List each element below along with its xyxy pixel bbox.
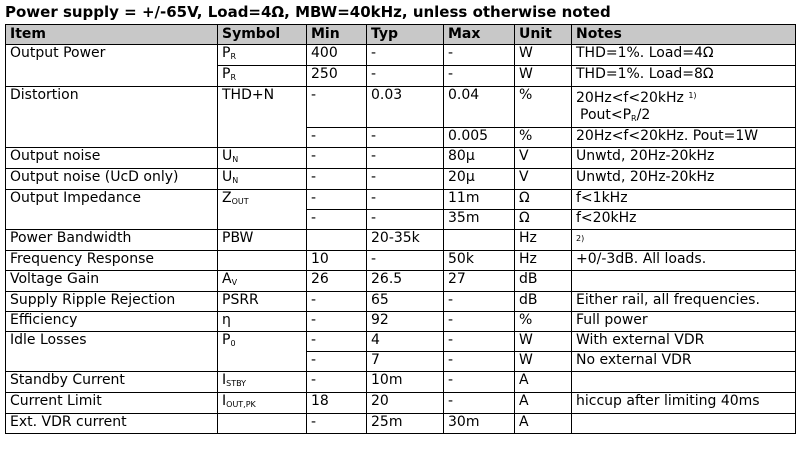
table-row	[6, 45, 796, 66]
symbol-cell: $Z_{OUT}$	[218, 190, 307, 230]
notes-cell: 20Hz<f<20kHz. Pout=1W	[572, 128, 796, 148]
notes-cell: +0/-3dB. All loads.	[572, 251, 796, 271]
col-header-typ: Typ	[367, 25, 444, 45]
typ-cell: 92	[367, 312, 444, 332]
table-row	[6, 230, 796, 251]
table-heading: Power supply = +/-65V, Load=4Ω, MBW=40kHz, unless otherwise noted	[5, 3, 611, 21]
min-cell: -	[307, 292, 367, 312]
typ-cell: -	[367, 190, 444, 210]
min-cell: -	[307, 148, 367, 169]
symbol-cell	[218, 414, 307, 434]
unit-cell: Hz	[515, 230, 572, 251]
unit-cell: V	[515, 148, 572, 169]
typ-cell: -	[367, 148, 444, 169]
item-cell: Power Bandwidth	[6, 230, 218, 251]
min-cell	[307, 230, 367, 251]
table-row	[6, 87, 796, 128]
min-cell: 250	[307, 66, 367, 87]
symbol-cell: THD+N	[218, 87, 307, 128]
notes-cell	[572, 372, 796, 393]
max-cell: 30m	[444, 414, 515, 434]
specs-table	[5, 24, 796, 434]
symbol-cell	[218, 128, 307, 148]
item-cell: Idle Losses	[6, 332, 218, 372]
unit-cell: W	[515, 45, 572, 66]
max-cell: 11m	[444, 190, 515, 210]
unit-cell: Ω	[515, 190, 572, 210]
typ-cell: -	[367, 128, 444, 148]
typ-cell: 7	[367, 352, 444, 372]
unit-cell: dB	[515, 271, 572, 292]
typ-cell: -	[367, 169, 444, 190]
min-cell: 26	[307, 271, 367, 292]
table-row	[6, 148, 796, 169]
unit-cell: dB	[515, 292, 572, 312]
symbol-cell: η	[218, 312, 307, 332]
table-row	[6, 292, 796, 312]
max-cell: 0.005	[444, 128, 515, 148]
max-cell: -	[444, 292, 515, 312]
col-header-min: Min	[307, 25, 367, 45]
col-header-notes: Notes	[572, 25, 796, 45]
typ-cell: 10m	[367, 372, 444, 393]
notes-cell: f<20kHz	[572, 210, 796, 230]
notes-cell	[572, 271, 796, 292]
notes-cell	[572, 414, 796, 434]
max-cell	[444, 230, 515, 251]
notes-cell: 2)	[572, 230, 796, 251]
unit-cell: %	[515, 87, 572, 128]
col-header-item: Item	[6, 25, 218, 45]
symbol-cell: PSRR	[218, 292, 307, 312]
notes-cell: No external VDR	[572, 352, 796, 372]
typ-cell: 4	[367, 332, 444, 352]
typ-cell: 25m	[367, 414, 444, 434]
item-cell: Frequency Response	[6, 251, 218, 271]
typ-cell: 26.5	[367, 271, 444, 292]
max-cell: -	[444, 312, 515, 332]
symbol-cell: $U_N$	[218, 169, 307, 190]
notes-cell: THD=1%. Load=4Ω	[572, 45, 796, 66]
typ-cell: -	[367, 66, 444, 87]
max-cell: 20μ	[444, 169, 515, 190]
col-header-unit: Unit	[515, 25, 572, 45]
table-row	[6, 393, 796, 414]
min-cell: 400	[307, 45, 367, 66]
notes-cell: 20Hz<f<20kHz $^{1)}$ $Pout<P_R/2$	[572, 87, 796, 128]
notes-cell: Either rail, all frequencies.	[572, 292, 796, 312]
min-cell: -	[307, 332, 367, 352]
min-cell: -	[307, 414, 367, 434]
table-row	[6, 372, 796, 393]
max-cell: -	[444, 352, 515, 372]
unit-cell: A	[515, 372, 572, 393]
min-cell: -	[307, 312, 367, 332]
symbol-cell: $I_{STBY}$	[218, 372, 307, 393]
max-cell: 80μ	[444, 148, 515, 169]
max-cell: -	[444, 372, 515, 393]
notes-cell: f<1kHz	[572, 190, 796, 210]
min-cell: -	[307, 190, 367, 210]
max-cell: 0.04	[444, 87, 515, 128]
item-cell: Standby Current	[6, 372, 218, 393]
item-cell: Output Power	[6, 45, 218, 87]
min-cell: -	[307, 372, 367, 393]
min-cell: -	[307, 210, 367, 230]
symbol-cell: PBW	[218, 230, 307, 251]
max-cell: -	[444, 393, 515, 414]
min-cell: 18	[307, 393, 367, 414]
table-row	[6, 271, 796, 292]
typ-cell: 0.03	[367, 87, 444, 128]
notes-cell: Unwtd, 20Hz-20kHz	[572, 169, 796, 190]
unit-cell: A	[515, 393, 572, 414]
notes-cell: hiccup after limiting 40ms	[572, 393, 796, 414]
notes-cell: Unwtd, 20Hz-20kHz	[572, 148, 796, 169]
unit-cell: V	[515, 169, 572, 190]
min-cell: -	[307, 352, 367, 372]
typ-cell: 20-35k	[367, 230, 444, 251]
item-cell: Ext. VDR current	[6, 414, 218, 434]
item-cell: Output Impedance	[6, 190, 218, 230]
max-cell: 27	[444, 271, 515, 292]
unit-cell: %	[515, 128, 572, 148]
table-row	[6, 332, 796, 352]
item-cell: Efficiency	[6, 312, 218, 332]
unit-cell: A	[515, 414, 572, 434]
notes-cell: With external VDR	[572, 332, 796, 352]
typ-cell: 20	[367, 393, 444, 414]
max-cell: -	[444, 45, 515, 66]
typ-cell: -	[367, 45, 444, 66]
max-cell: -	[444, 332, 515, 352]
table-row	[6, 169, 796, 190]
min-cell: -	[307, 169, 367, 190]
unit-cell: Hz	[515, 251, 572, 271]
item-cell: Distortion	[6, 87, 218, 148]
typ-cell: 65	[367, 292, 444, 312]
symbol-cell: $U_N$	[218, 148, 307, 169]
symbol-cell: $P_R$	[218, 66, 307, 87]
item-cell: Voltage Gain	[6, 271, 218, 292]
table-row	[6, 414, 796, 434]
item-cell: Output noise (UcD only)	[6, 169, 218, 190]
min-cell: -	[307, 87, 367, 128]
col-header-symbol: Symbol	[218, 25, 307, 45]
symbol-cell: $A_V$	[218, 271, 307, 292]
item-cell: Current Limit	[6, 393, 218, 414]
symbol-cell	[218, 251, 307, 271]
symbol-cell: $P_R$	[218, 45, 307, 66]
notes-cell: THD=1%. Load=8Ω	[572, 66, 796, 87]
unit-cell: W	[515, 66, 572, 87]
notes-cell: Full power	[572, 312, 796, 332]
min-cell: -	[307, 128, 367, 148]
item-cell: Supply Ripple Rejection	[6, 292, 218, 312]
table-row	[6, 251, 796, 271]
header-row	[6, 25, 796, 45]
max-cell: -	[444, 66, 515, 87]
unit-cell: W	[515, 352, 572, 372]
col-header-max: Max	[444, 25, 515, 45]
max-cell: 50k	[444, 251, 515, 271]
table-row	[6, 312, 796, 332]
typ-cell: -	[367, 251, 444, 271]
symbol-cell: $I_{OUT,PK}$	[218, 393, 307, 414]
table-row	[6, 190, 796, 210]
unit-cell: Ω	[515, 210, 572, 230]
item-cell: Output noise	[6, 148, 218, 169]
unit-cell: %	[515, 312, 572, 332]
typ-cell: -	[367, 210, 444, 230]
unit-cell: W	[515, 332, 572, 352]
min-cell: 10	[307, 251, 367, 271]
max-cell: 35m	[444, 210, 515, 230]
symbol-cell: $P_0$	[218, 332, 307, 372]
